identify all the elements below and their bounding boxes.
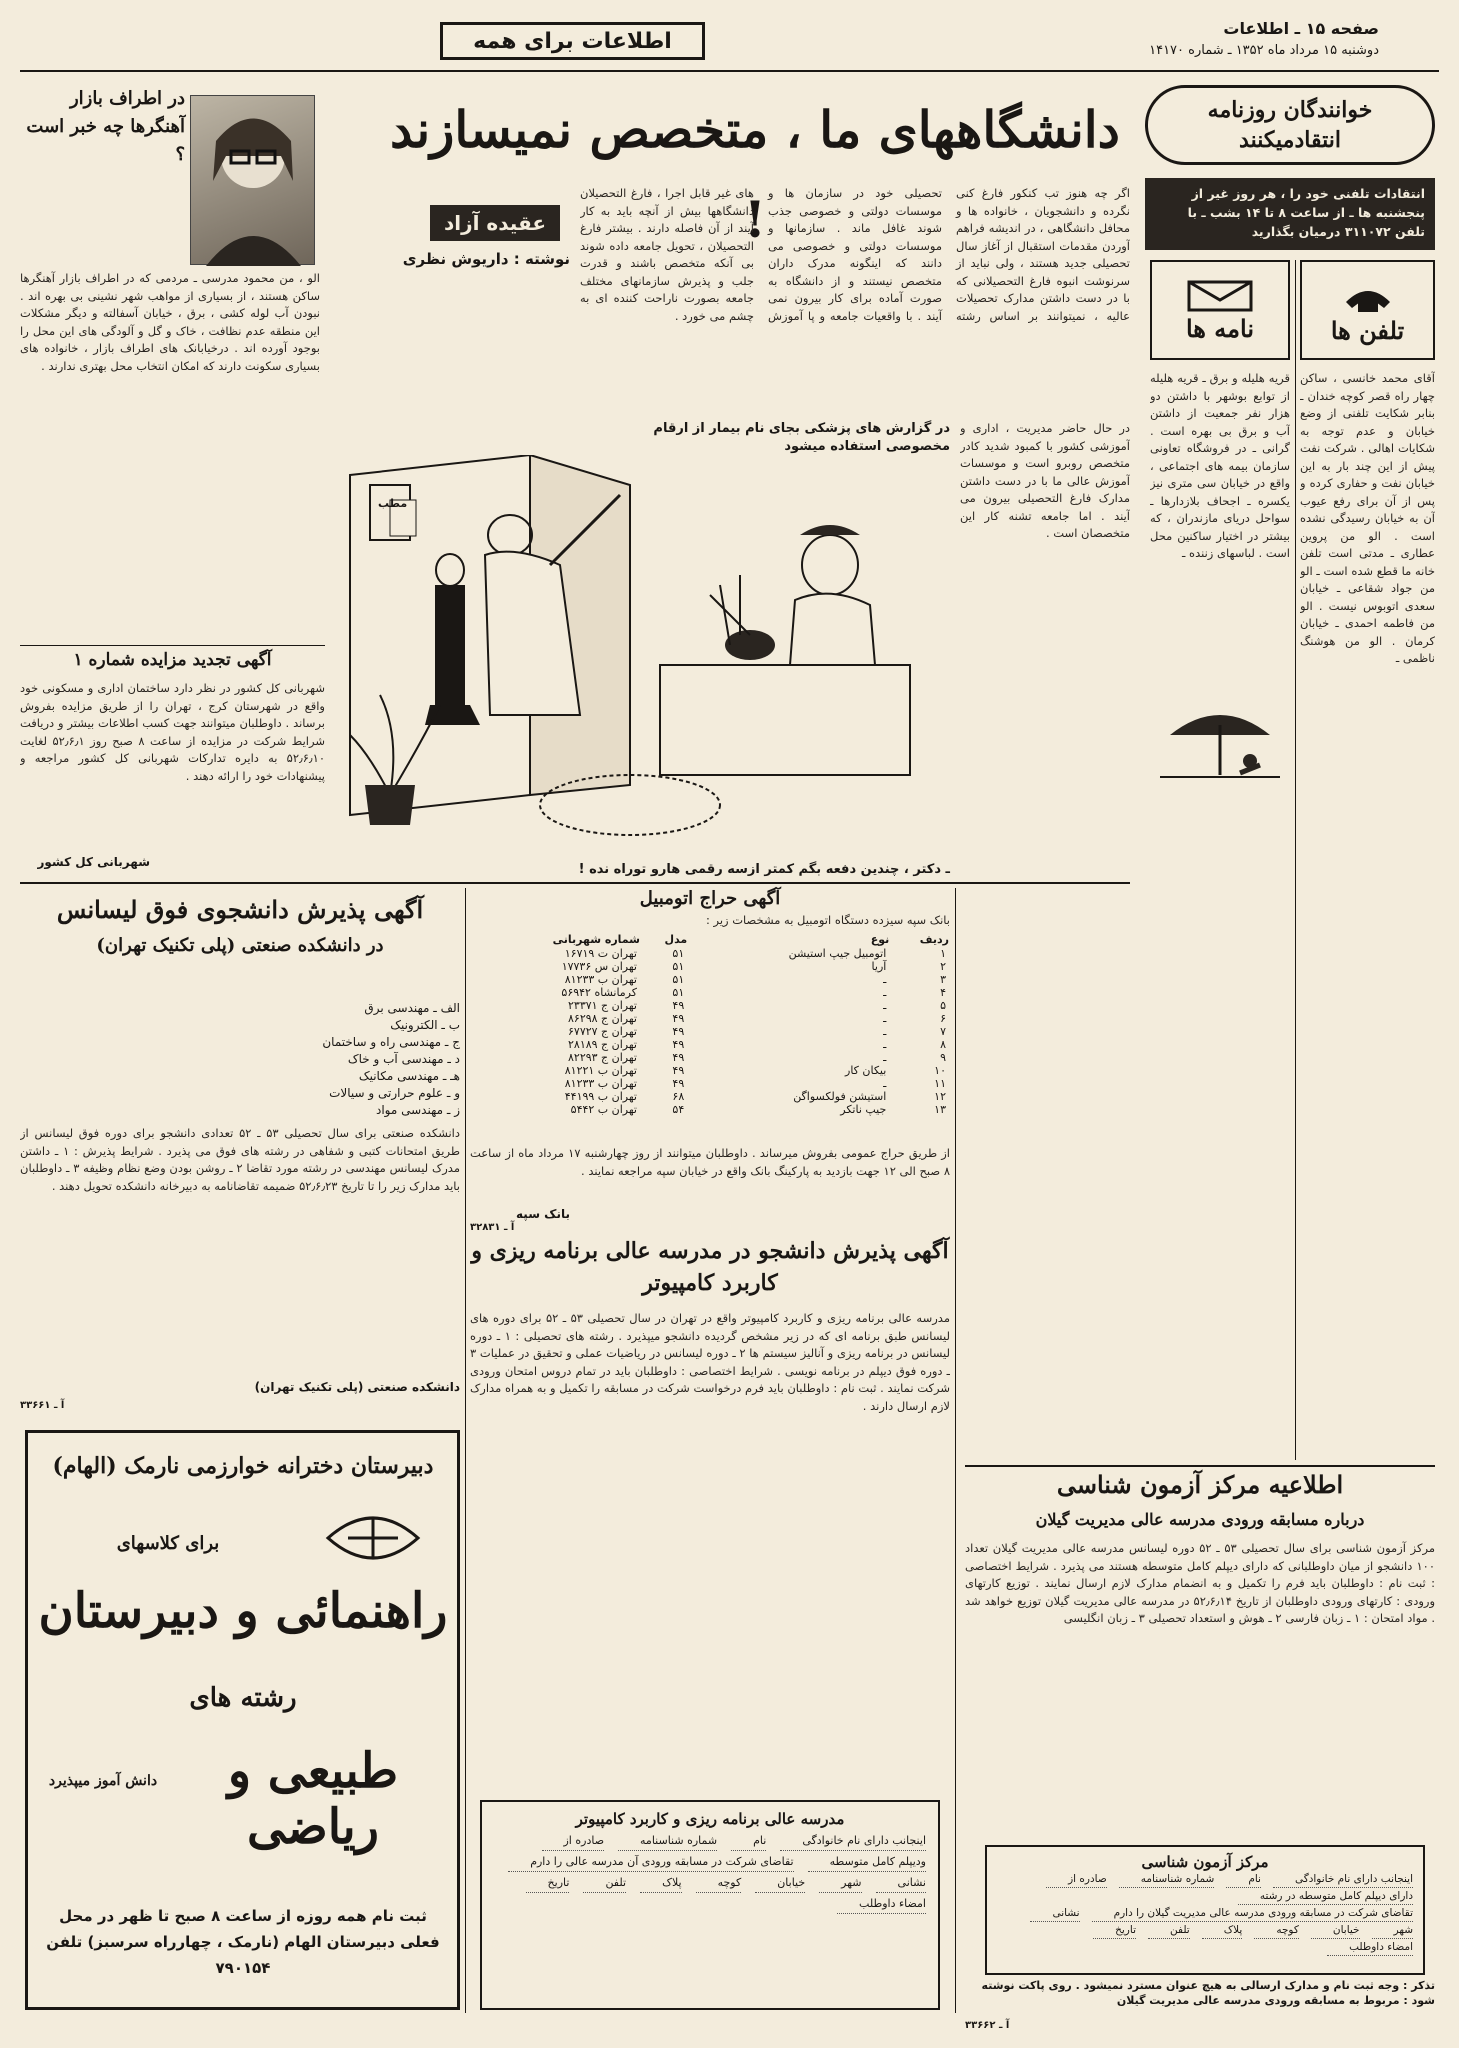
main-headline: دانشگاههای ما ، متخصص نمیسازند !: [390, 100, 1120, 249]
table-cell: تهران ج ۶۷۷۲۷: [568, 1025, 637, 1038]
table-cell: تهران ب ۴۴۱۹۹: [564, 1090, 637, 1103]
table-row: [470, 1103, 950, 1116]
table-row: [470, 973, 950, 986]
readers-box: [1145, 85, 1435, 165]
form-field-label: تلفن: [583, 1874, 626, 1893]
col-header: ردیف: [919, 933, 949, 946]
form-field-label: صادره از: [542, 1832, 605, 1851]
masters-ad-body: دانشکده صنعتی برای سال تحصیلی ۵۳ ـ ۵۲ تعدادی دانشجو برای دوره فوق لیسانس از طریق امتحانات کتبی و شفاهی در رشته های فوق می پذیرد . شرایط پذیرش : ۱ ـ داشتن مدرک لیسانس مهندسی در رشته مورد تقاضا ۲ ـ روشن بودن وضع نظام وظیفه ۳ ـ داوطلبان باید مدارک زیر را تا تاریخ ۵۲٫۶٫۲۳ ضمیمه تقاضانامه به دبیرخانه دانشکده تحویل دهند .: [20, 1126, 460, 1193]
car-auction-footer: از طریق حراج عمومی بفروش میرساند . داوطلبان میتوانند از روز چهارشنبه ۱۷ مرداد ماه از ساعت ۸ صبح الی ۱۲ جهت بازدید به پارکینگ بانک واقع در خیابان سپه مراجعه نمایند .: [470, 1146, 950, 1178]
form-field-label: تقاضای شرکت در مسابقه ورودی آن مدرسه عالی را دارم: [508, 1853, 793, 1872]
table-cell: ۴۹: [672, 1064, 685, 1077]
header-rule: [20, 70, 1439, 72]
table-cell: تهران ج ۲۸۱۸۹: [568, 1038, 637, 1051]
list-item: ج ـ مهندسی راه و ساختمان: [322, 1035, 460, 1049]
main-article-body: اگر چه هنوز تب کنکور فارغ کنی نگرده و دانشجویان ، خانواده ها و محافل دانشگاهی ، در اندیشه فراهم آوردن مقدمات استقبال از آغاز سال تحصیلی جدید هستند ، ولی نباید از سرنوشت انبوه فارغ التحصیلانی که با در دست داشتن مدارک تحصیلات عالیه ، نمیتوانند بر اساس رشته تحصیلی خود در سازمان ها و موسسات دولتی و خصوصی جذب شوند غافل ماند . سازمانها و موسسات دولتی و خصوصی می دانند که اینگونه مدرک داران متخصص نیستند و از دانشگاه به صورت آماده برای کار بیرون نمی آیند . با واقعیات جامعه و پا آموزش های غیر قابل اجرا ، فارغ التحصیلان دانشگاهها بیش از آنچه باید به کار آیند از آن فاصله دارند . بیشتر فارغ التحصیلان ، تحویل جامعه داده شوند بی آنکه متخصص باشند و قدرت جلب و پذیرش سازمانهای مختلف جامعه بصورت ناراحت کننده ای به چشم می خورد .: [580, 186, 1130, 323]
school-ad-side: دانش آموز میپذیرد: [48, 1773, 158, 1789]
table-row: [470, 1090, 950, 1103]
table-cell: بیکان کار: [845, 1064, 887, 1077]
masters-ad-items: [180, 1000, 460, 1119]
school-logo: [318, 1503, 428, 1573]
form-field-label: اینجانب دارای نام خانوادگی: [1273, 1871, 1413, 1888]
table-cell: ۴۹: [672, 1077, 685, 1090]
school-ad-small: برای کلاسهای: [116, 1533, 220, 1554]
list-item: ب ـ الکترونیک: [390, 1018, 460, 1032]
list-item: د ـ مهندسی آب و خاک: [347, 1052, 460, 1066]
cartoon-illustration: [330, 455, 950, 855]
table-cell: ۴۹: [672, 1038, 685, 1051]
telephone-icon: [1338, 276, 1398, 316]
exam-center-title: اطلاعیه مرکز آزمون شناسی: [1056, 1470, 1344, 1499]
letters-text-cont: [1150, 790, 1290, 1465]
table-cell: تهران ج ۲۳۳۷۱: [568, 999, 637, 1012]
table-row: [470, 999, 950, 1012]
form-field-label: کوچه: [1254, 1922, 1299, 1939]
table-cell: ۱: [940, 947, 946, 960]
car-auction-signer: بانک سپه: [516, 1207, 570, 1221]
school-ad-mid: رشته های: [189, 1683, 297, 1713]
exam-form-title: مرکز آزمون شناسی: [1141, 1853, 1269, 1871]
table-cell: ۸: [940, 1038, 946, 1051]
form-field-label: امضاء داوطلب: [837, 1895, 926, 1914]
exam-center-footnote: تذکر : وجه ثبت نام و مدارک ارسالی به هیچ عنوان مسترد نمیشود . روی پاکت نوشته شود : مربوط به مسابقه ورودی مدرسه عالی مدیریت گیلان: [981, 1979, 1435, 2007]
table-row: [470, 1012, 950, 1025]
list-item: ز ـ مهندسی مواد: [376, 1103, 460, 1117]
form-field-label: نشانی: [876, 1874, 926, 1893]
date-line: دوشنبه ۱۵ مرداد ماه ۱۳۵۲ ـ شماره ۱۴۱۷۰: [1149, 43, 1379, 58]
table-cell: ۵۱: [672, 973, 685, 986]
table-cell: ـ: [883, 973, 887, 986]
section-title: اطلاعات برای همه: [440, 22, 705, 60]
form-field-label: پلاک: [640, 1874, 681, 1893]
table-row: [470, 1077, 950, 1090]
form-field-label: امضاء داوطلب: [1327, 1939, 1413, 1956]
table-cell: اتومبیل جیپ استیشن: [788, 947, 887, 960]
col-header: شماره شهربانی: [552, 933, 640, 946]
table-cell: کرمانشاه ۵۶۹۴۲: [561, 986, 637, 999]
col-divider: [465, 888, 466, 2013]
form-field-label: تلفن: [1148, 1922, 1190, 1939]
computer-ad-body: مدرسه عالی برنامه ریزی و کاربرد کامپیوتر واقع در تهران در سال تحصیلی ۵۳ ـ ۵۲ برای دوره های لیسانس طبق برنامه ای که در زیر مشخص گردیده دانشجو میپذیرد . رشته های تحصیلی : ۱ ـ دوره لیسانس در برنامه ریزی و آنالیز سیستم ها ۲ ـ دوره لیسانس در ریاضیات عملی و تحقیق در عملیات ۳ ـ دوره فوق دیپلم در برنامه نویسی . شرایط اختصاصی : داوطلبان باید در تمام دروس امتحان ورودی شرکت نمایند . ثبت نام : داوطلبان باید فرم درخواست شرکت در مسابقه را تکمیل و به همراه مدارک لازم ارسال دارند .: [470, 1311, 950, 1413]
list-item: و ـ علوم حرارتی و سیالات: [329, 1086, 460, 1100]
cartoon-caption: ـ دکتر ، چندین دفعه بگم کمتر ازسه رقمی هارو توراه نده !: [578, 862, 950, 877]
col-divider: [955, 888, 956, 2013]
table-row: [470, 986, 950, 999]
form-field-label: شهر: [1372, 1922, 1413, 1939]
school-ad: [25, 1430, 460, 2010]
table-cell: ۱۳: [934, 1103, 946, 1116]
exam-center-subtitle: درباره مسابقه ورودی مدرسه عالی مدیریت گیلان: [1035, 1510, 1365, 1529]
col-header: نوع: [870, 933, 890, 946]
table-cell: ۵۱: [672, 960, 685, 973]
school-ad-big1: راهنمائی و دبیرستان: [38, 1583, 448, 1639]
form-field-label: صادره از: [1046, 1871, 1107, 1888]
form-field-label: تاریخ: [1093, 1922, 1136, 1939]
masters-ad-title: آگهی پذیرش دانشجوی فوق لیسانس: [56, 895, 424, 924]
list-item: الف ـ مهندسی برق: [364, 1001, 460, 1015]
table-row: [470, 1025, 950, 1038]
form-field-label: اینجانب دارای نام خانوادگی: [780, 1832, 926, 1851]
table-cell: ـ: [883, 1051, 887, 1064]
readers-title: خوانندگان روزنامه انتقادمیکنند: [1207, 97, 1373, 153]
table-cell: ۵۱: [672, 947, 685, 960]
table-cell: ۹: [940, 1051, 946, 1064]
table-cell: ۴۹: [672, 1025, 685, 1038]
table-cell: ـ: [883, 1012, 887, 1025]
col-header: مدل: [664, 933, 688, 946]
form-field-label: خیابان: [1311, 1922, 1360, 1939]
phones-text: آقای محمد خانسی ، ساکن چهار راه قصر کوچه خندان ـ بنابر شکایت تلفنی از وضع خیابان و عدم توجه به شکایات اهالی . شرکت نفت پیش از این چند بار به این خیابان نفت و حفاری کرده و پس از آن برای رفع عیوب آن به خیابان رسیدگی نشده است . الو من پروین عطاری ـ مدتی است تلفن خانه ما قطع شده است ـ الو من جواد شقاعی ـ خیابان سعدی اتوبوس نیست . الو من فاطمه احمدی ـ خیابان کرمان . الو من هوشنگ ناظمی ـ: [1300, 371, 1435, 665]
table-cell: ۴۹: [672, 999, 685, 1012]
masters-ad-code: آ ـ ۳۳۶۶۱: [20, 1400, 65, 1411]
byline-badge: عقیده آزاد: [430, 205, 560, 241]
form-field-label: نام: [1226, 1871, 1261, 1888]
table-cell: تهران ج ۸۲۲۹۳: [568, 1051, 637, 1064]
form-field-label: خیابان: [755, 1874, 805, 1893]
form-field-label: کوچه: [696, 1874, 742, 1893]
form-field-label: پلاک: [1202, 1922, 1243, 1939]
table-cell: تهران ب ۸۱۲۲۱: [564, 1064, 637, 1077]
table-cell: ۶: [940, 1012, 946, 1025]
car-auction-intro: بانک سپه سیزده دستگاه اتومبیل به مشخصات زیر :: [705, 913, 950, 927]
table-cell: جیپ ناتکر: [840, 1103, 887, 1116]
side-article-body: الو ، من محمود مدرسی ـ مردمی که در اطراف بازار آهنگرها ساکن هستند ، از بسیاری از مواهب شهر نشینی بی بهره اند . نبودن آب لوله کشی ، برق ، خیابان آسفالته و دیگر مشکلات این منطقه عدم نظافت ، خاک و گل و آلودگی های این محل را بوجود آورده اند . درخیابانک های اطراف بازار ، خانواده های بسیاری سکونت دارند که امکان انتخاب محل بهتری ندارند .: [20, 271, 320, 373]
readers-phone-note: انتقادات تلفنی خود را ، هر روز غیر از پنجشنبه ها ـ از ساعت ۸ تا ۱۴ بشب ـ با تلفن ۳۱۱۰۷۲ درمیان بگذارید: [1145, 178, 1435, 250]
divider: [965, 1465, 1435, 1467]
table-cell: ۱۱: [934, 1077, 946, 1090]
school-ad-footer: ثبت نام همه روزه از ساعت ۸ صبح تا ظهر در محل فعلی دبیرستان الهام (نارمک ، چهارراه سرسبز) تلفن ۷۹۰۱۵۴: [46, 1907, 440, 1977]
table-cell: ـ: [883, 1038, 887, 1051]
main-subhead: در گزارش های پزشکی بجای نام بیمار از ارقام مخصوصی استفاده میشود: [653, 421, 950, 454]
school-ad-big2: طبیعی و ریاضی: [227, 1743, 399, 1855]
form-field-label: شهر: [819, 1874, 861, 1893]
table-cell: ۴: [940, 986, 946, 999]
table-cell: ۴۹: [672, 1012, 685, 1025]
author-line: نوشته : داریوش نظری: [402, 250, 570, 268]
letters-badge-label: نامه ها: [1185, 313, 1255, 343]
table-cell: ۵۱: [672, 986, 685, 999]
car-auction-title: آگهی حراج اتومبیل: [639, 888, 781, 909]
letters-text: قریه هلیله و برق ـ قریه هلیله از توابع بوشهر با داشتن دو هزار نفر جمعیت از داشتن آب و برق بی بهره است . گرانی ـ در فروشگاه تعاونی سازمان بیمه های اجتماعی ، واقع در خیابان سی متری نیز یکسره ـ اجحاف بلازدارها ـ سواحل دریای مازندران ، که بیشتر در اختیار ساکنین محل است . لباسهای زننده ـ: [1150, 371, 1290, 560]
form-field-label: نام: [731, 1832, 766, 1851]
form-field-label: شماره شناسنامه: [1119, 1871, 1215, 1888]
table-cell: ۴۹: [672, 1051, 685, 1064]
side-article-title: در اطراف بازار آهنگرها چه خبر است ؟: [26, 88, 185, 165]
table-cell: ۳: [940, 973, 946, 986]
list-item: هـ ـ مهندسی مکانیک: [358, 1069, 460, 1083]
exam-center-code: آ ـ ۳۳۶۶۲: [965, 2020, 1010, 2031]
page-label: صفحه ۱۵ ـ اطلاعات: [1223, 19, 1379, 38]
car-auction-code: آ ـ ۳۲۸۳۱: [470, 1222, 515, 1233]
auction-notice-title: آگهی تجدید مزایده شماره ۱: [73, 650, 272, 670]
table-cell: تهران ج ۸۶۲۹۸: [568, 1012, 637, 1025]
car-auction-table: [470, 932, 950, 1116]
table-cell: استیشن فولکسواگن: [793, 1090, 887, 1103]
phones-badge: [1300, 260, 1435, 360]
divider: [20, 645, 325, 646]
table-cell: ۷: [940, 1025, 946, 1038]
form-field-label: ودیپلم کامل متوسطه: [808, 1853, 926, 1872]
table-row: [470, 1038, 950, 1051]
computer-ad-form: [480, 1800, 940, 2010]
auction-notice-signer: شهربانی کل کشور: [37, 855, 150, 869]
masters-ad-subtitle: در دانشکده صنعتی (پلی تکنیک تهران): [96, 935, 384, 956]
divider: [20, 882, 1130, 884]
computer-form-title: مدرسه عالی برنامه ریزی و کاربرد کامپیوتر: [575, 1810, 845, 1828]
letters-badge: [1150, 260, 1290, 360]
form-field-label: دارای دیپلم کامل متوسطه در رشته: [1238, 1888, 1413, 1905]
school-ad-title: دبیرستان دخترانه خوارزمی نارمک (الهام): [52, 1453, 434, 1479]
table-row: [470, 947, 950, 960]
main-article-body2: در حال حاضر مدیریت ، اداری و آموزشی کشور با کمبود شدید کادر متخصص روبرو است و موسسات آموزش عالی ما با در دست داشتن مدارک فارغ التحصیلی بیرون می آیند . اما جامعه تشنه کار این متخصصان است .: [960, 421, 1130, 540]
envelope-icon: [1185, 278, 1255, 314]
computer-ad-title: آگهی پذیرش دانشجو در مدرسه عالی برنامه ریزی و کاربرد کامپیوتر: [471, 1238, 949, 1296]
table-cell: تهران س ۱۷۷۳۶: [561, 960, 637, 973]
beach-umbrella-illustration: [1150, 695, 1290, 785]
table-cell: تهران ب ۸۱۲۳۳: [564, 1077, 637, 1090]
table-cell: تهران ب ۸۱۲۳۳: [564, 973, 637, 986]
form-field-label: تقاضای شرکت در مسابقه ورودی مدرسه عالی مدیریت گیلان را دارم: [1092, 1905, 1413, 1922]
table-cell: ۵۴: [672, 1103, 685, 1116]
table-cell: تهران ت ۱۶۷۱۹: [564, 947, 637, 960]
cartoon-sign: مطب: [378, 497, 408, 510]
table-cell: ۶۸: [672, 1090, 685, 1103]
exam-center-body: مرکز آزمون شناسی برای سال تحصیلی ۵۳ ـ ۵۲ دوره لیسانس مدرسه عالی مدیریت گیلان تعداد ۱۰۰ دانشجو از میان داوطلبانی که دارای دیپلم کامل متوسطه هستند می پذیرد . شرایط اختصاصی : ثبت نام : داوطلبان باید فرم را تکمیل و به انضمام مدارک لازم ارسال نمایند . توزیع کارتهای ورودی : کارتهای ورودی داوطلبان از تاریخ ۵۲٫۶٫۱۴ در مدرسه عالی مدیریت گیلان توزیع خواهد شد . مواد امتحان : ۱ ـ زبان فارسی ۲ ـ هوش و استعداد تحصیلی ۳ ـ زبان انگلیسی: [965, 1541, 1435, 1625]
table-cell: ـ: [883, 1025, 887, 1038]
col-divider: [1295, 260, 1296, 1460]
table-cell: ۱۲: [934, 1090, 946, 1103]
main-article-body-left: [330, 285, 570, 415]
table-row: [470, 1064, 950, 1077]
form-field-label: نشانی: [1030, 1905, 1079, 1922]
exam-center-form: [985, 1845, 1425, 1975]
table-cell: ۱۰: [934, 1064, 946, 1077]
table-cell: ۲: [940, 960, 946, 973]
form-field-label: شماره شناسنامه: [618, 1832, 717, 1851]
auction-notice-body: شهربانی کل کشور در نظر دارد ساختمان اداری و مسکونی خود واقع در شهرستان کرج ، تهران را از طریق مزایده بفروش برساند . داوطلبان میتوانند جهت کسب اطلاعات بیشتر و دریافت شرایط شرکت در مزایده از ساعت ۸ صبح روز ۵۲٫۶٫۱ لغایت ۵۲٫۶٫۱۰ به دایره تدارکات شهربانی کل کشور مراجعه و پیشنهادات خود را ارائه دهند .: [20, 681, 325, 783]
form-field-label: تاریخ: [526, 1874, 570, 1893]
masters-ad-signer: دانشکده صنعتی (پلی تکنیک تهران): [254, 1380, 460, 1394]
table-cell: ـ: [883, 986, 887, 999]
table-row: [470, 960, 950, 973]
table-cell: آریا: [871, 960, 887, 973]
page-header: [1119, 18, 1379, 62]
table-cell: ـ: [883, 999, 887, 1012]
phones-badge-label: تلفن ها: [1330, 315, 1405, 345]
table-cell: ـ: [883, 1077, 887, 1090]
table-row: [470, 1051, 950, 1064]
table-cell: تهران ب ۵۴۴۲: [570, 1103, 637, 1116]
table-cell: ۵: [940, 999, 946, 1012]
